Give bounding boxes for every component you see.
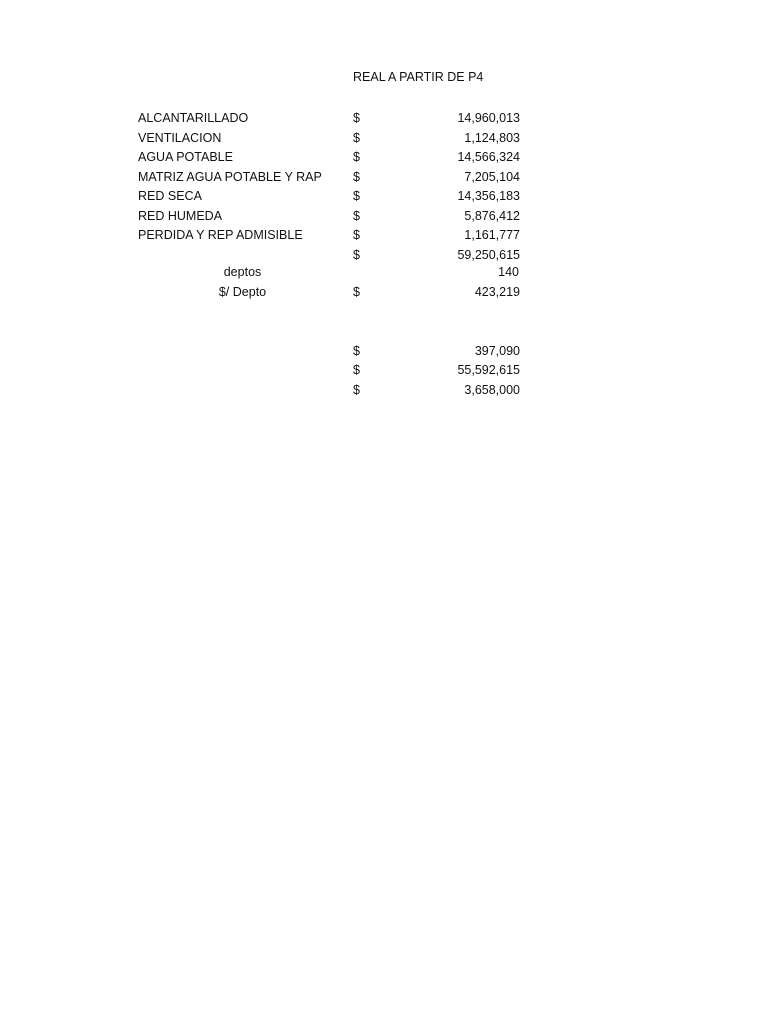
- currency-sign: $: [353, 169, 360, 184]
- table-row: [0, 129, 768, 148]
- extra-row: [0, 361, 768, 380]
- extra-row: [0, 342, 768, 361]
- currency-sign: $: [353, 247, 360, 262]
- total-value: 59,250,615: [457, 247, 520, 262]
- table-row: [0, 187, 768, 206]
- row-label: AGUA POTABLE: [138, 150, 233, 164]
- extra-value: 55,592,615: [457, 363, 520, 377]
- table-row: [0, 109, 768, 128]
- deptos-row: [0, 263, 768, 282]
- table-row: [0, 226, 768, 245]
- currency-sign: $: [353, 344, 360, 358]
- row-label: PERDIDA Y REP ADMISIBLE: [138, 228, 303, 242]
- currency-sign: $: [353, 228, 360, 242]
- extra-value: 397,090: [474, 344, 520, 358]
- row-value: 1,124,803: [464, 130, 520, 145]
- row-label: ALCANTARILLADO: [138, 111, 249, 125]
- total-row: [0, 246, 768, 265]
- row-label: VENTILACION: [138, 130, 222, 145]
- table-row: [0, 148, 768, 167]
- currency-sign: $: [353, 285, 360, 299]
- row-value: 14,356,183: [457, 189, 520, 203]
- currency-sign: $: [353, 208, 360, 223]
- currency-sign: $: [353, 111, 360, 125]
- currency-sign: $: [353, 363, 360, 377]
- row-label: RED HUMEDA: [138, 208, 223, 223]
- deptos-value: 140: [498, 265, 519, 279]
- row-value: 14,566,324: [457, 150, 520, 164]
- extra-row: [0, 381, 768, 400]
- per-depto-label: $/ Depto: [218, 285, 267, 299]
- currency-sign: $: [353, 130, 360, 145]
- per-depto-row: [0, 283, 768, 302]
- row-label: MATRIZ AGUA POTABLE Y RAP: [138, 169, 322, 184]
- currency-sign: $: [353, 150, 360, 164]
- row-value: 5,876,412: [464, 208, 520, 223]
- currency-sign: $: [353, 382, 360, 397]
- row-value: 7,205,104: [464, 169, 520, 184]
- deptos-label: deptos: [223, 265, 262, 279]
- sheet-header: REAL A PARTIR DE P4: [353, 70, 484, 84]
- row-label: RED SECA: [138, 189, 202, 203]
- table-row: [0, 168, 768, 187]
- extra-value: 3,658,000: [464, 382, 520, 397]
- currency-sign: $: [353, 189, 360, 203]
- row-value: 1,161,777: [464, 228, 520, 242]
- per-depto-value: 423,219: [474, 285, 520, 299]
- table-row: [0, 207, 768, 226]
- row-value: 14,960,013: [457, 111, 520, 125]
